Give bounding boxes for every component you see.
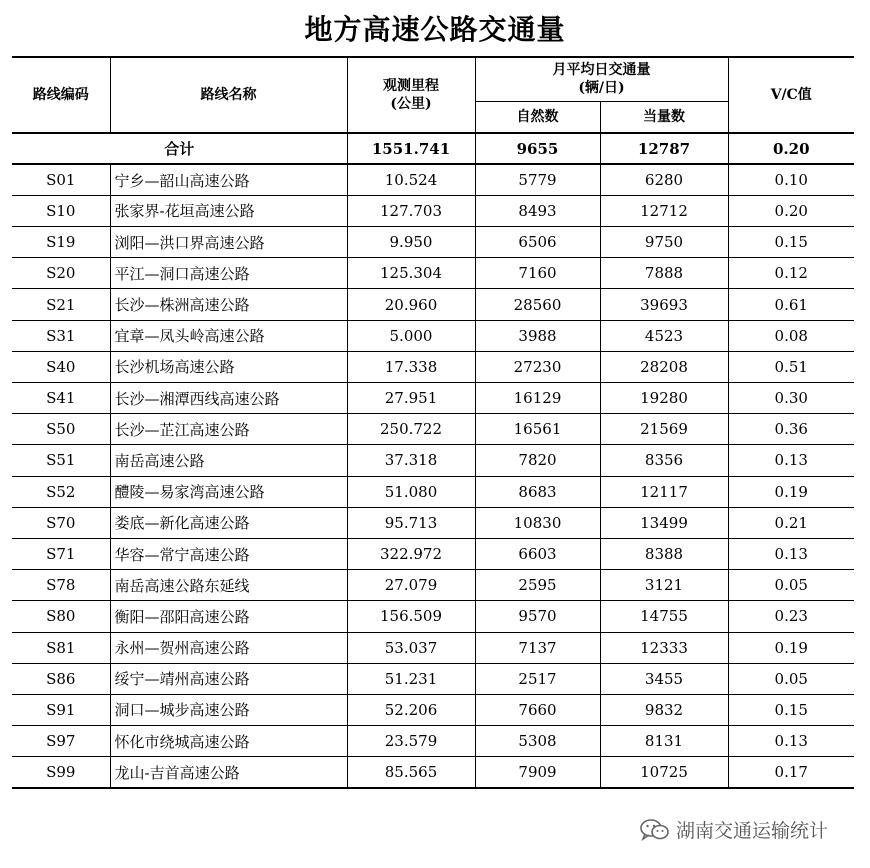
natural-cell: 6603 bbox=[475, 538, 600, 569]
route-code: S80 bbox=[12, 601, 110, 632]
natural-cell: 2517 bbox=[475, 663, 600, 694]
table-row bbox=[12, 694, 854, 725]
mileage-cell: 27.951 bbox=[347, 383, 475, 414]
natural-cell: 8683 bbox=[475, 476, 600, 507]
equivalent-cell: 9750 bbox=[600, 227, 728, 258]
mileage-cell: 17.338 bbox=[347, 351, 475, 382]
equivalent-cell: 14755 bbox=[600, 601, 728, 632]
equivalent-cell: 7888 bbox=[600, 258, 728, 289]
wechat-icon bbox=[640, 818, 670, 842]
mileage-cell: 9.950 bbox=[347, 227, 475, 258]
total-label: 合计 bbox=[12, 133, 347, 164]
table-row bbox=[12, 757, 854, 788]
equivalent-cell: 8388 bbox=[600, 538, 728, 569]
equivalent-cell: 10725 bbox=[600, 757, 728, 788]
vc-cell: 0.36 bbox=[728, 414, 854, 445]
route-name: 龙山-吉首高速公路 bbox=[110, 757, 347, 788]
mileage-cell: 156.509 bbox=[347, 601, 475, 632]
equivalent-cell: 12117 bbox=[600, 476, 728, 507]
mileage-cell: 10.524 bbox=[347, 164, 475, 195]
table-row bbox=[12, 289, 854, 320]
natural-cell: 9570 bbox=[475, 601, 600, 632]
natural-cell: 7660 bbox=[475, 694, 600, 725]
mileage-cell: 23.579 bbox=[347, 726, 475, 757]
equivalent-cell: 3121 bbox=[600, 570, 728, 601]
route-name: 娄底—新化高速公路 bbox=[110, 507, 347, 538]
table-row bbox=[12, 351, 854, 382]
mileage-cell: 53.037 bbox=[347, 632, 475, 663]
natural-cell: 2595 bbox=[475, 570, 600, 601]
equivalent-cell: 6280 bbox=[600, 164, 728, 195]
natural-cell: 5308 bbox=[475, 726, 600, 757]
natural-cell: 7820 bbox=[475, 445, 600, 476]
header-natural: 自然数 bbox=[475, 101, 600, 133]
route-code: S10 bbox=[12, 195, 110, 226]
route-name: 衡阳—邵阳高速公路 bbox=[110, 601, 347, 632]
equivalent-cell: 9832 bbox=[600, 694, 728, 725]
table-row bbox=[12, 195, 854, 226]
mileage-cell: 127.703 bbox=[347, 195, 475, 226]
equivalent-cell: 4523 bbox=[600, 320, 728, 351]
route-code: S31 bbox=[12, 320, 110, 351]
mileage-cell: 125.304 bbox=[347, 258, 475, 289]
route-code: S81 bbox=[12, 632, 110, 663]
table-row bbox=[12, 445, 854, 476]
total-equivalent: 12787 bbox=[600, 133, 728, 164]
table-row bbox=[12, 476, 854, 507]
table-row bbox=[12, 663, 854, 694]
equivalent-cell: 8356 bbox=[600, 445, 728, 476]
route-name: 宜章—凤头岭高速公路 bbox=[110, 320, 347, 351]
mileage-cell: 27.079 bbox=[347, 570, 475, 601]
vc-cell: 0.13 bbox=[728, 538, 854, 569]
natural-cell: 7909 bbox=[475, 757, 600, 788]
mileage-cell: 51.080 bbox=[347, 476, 475, 507]
table-row bbox=[12, 632, 854, 663]
table-body bbox=[12, 133, 854, 788]
header-traffic-line1: 月平均日交通量 bbox=[552, 62, 651, 79]
route-name: 南岳高速公路 bbox=[110, 445, 347, 476]
natural-cell: 16129 bbox=[475, 383, 600, 414]
route-code: S70 bbox=[12, 507, 110, 538]
route-code: S19 bbox=[12, 227, 110, 258]
total-row bbox=[12, 133, 854, 164]
mileage-cell: 20.960 bbox=[347, 289, 475, 320]
route-code: S50 bbox=[12, 414, 110, 445]
table-row bbox=[12, 258, 854, 289]
traffic-table bbox=[12, 56, 854, 789]
natural-cell: 10830 bbox=[475, 507, 600, 538]
header-name: 路线名称 bbox=[110, 57, 347, 133]
total-natural: 9655 bbox=[475, 133, 600, 164]
table-header bbox=[12, 57, 854, 133]
vc-cell: 0.13 bbox=[728, 445, 854, 476]
vc-cell: 0.13 bbox=[728, 726, 854, 757]
natural-cell: 16561 bbox=[475, 414, 600, 445]
header-equivalent: 当量数 bbox=[600, 101, 728, 133]
vc-cell: 0.61 bbox=[728, 289, 854, 320]
equivalent-cell: 12333 bbox=[600, 632, 728, 663]
route-code: S01 bbox=[12, 164, 110, 195]
table-row bbox=[12, 570, 854, 601]
vc-cell: 0.15 bbox=[728, 227, 854, 258]
vc-cell: 0.23 bbox=[728, 601, 854, 632]
route-name: 浏阳—洪口界高速公路 bbox=[110, 227, 347, 258]
vc-cell: 0.05 bbox=[728, 570, 854, 601]
natural-cell: 7160 bbox=[475, 258, 600, 289]
route-code: S91 bbox=[12, 694, 110, 725]
mileage-cell: 52.206 bbox=[347, 694, 475, 725]
route-name: 长沙—株洲高速公路 bbox=[110, 289, 347, 320]
vc-cell: 0.12 bbox=[728, 258, 854, 289]
route-code: S97 bbox=[12, 726, 110, 757]
route-name: 长沙—湘潭西线高速公路 bbox=[110, 383, 347, 414]
vc-cell: 0.10 bbox=[728, 164, 854, 195]
route-code: S41 bbox=[12, 383, 110, 414]
route-name: 洞口—城步高速公路 bbox=[110, 694, 347, 725]
table-row bbox=[12, 320, 854, 351]
table-row bbox=[12, 414, 854, 445]
header-traffic bbox=[475, 57, 728, 101]
equivalent-cell: 8131 bbox=[600, 726, 728, 757]
mileage-cell: 85.565 bbox=[347, 757, 475, 788]
header-mileage-line1: 观测里程 bbox=[383, 78, 439, 94]
route-code: S78 bbox=[12, 570, 110, 601]
header-code: 路线编码 bbox=[12, 57, 110, 133]
table-row bbox=[12, 538, 854, 569]
route-name: 长沙机场高速公路 bbox=[110, 351, 347, 382]
vc-cell: 0.20 bbox=[728, 195, 854, 226]
route-code: S71 bbox=[12, 538, 110, 569]
page-title: 地方高速公路交通量 bbox=[304, 13, 566, 46]
route-name: 宁乡—韶山高速公路 bbox=[110, 164, 347, 195]
total-mileage: 1551.741 bbox=[347, 133, 475, 164]
route-code: S40 bbox=[12, 351, 110, 382]
route-name: 平江—洞口高速公路 bbox=[110, 258, 347, 289]
vc-cell: 0.15 bbox=[728, 694, 854, 725]
route-name: 怀化市绕城高速公路 bbox=[110, 726, 347, 757]
natural-cell: 28560 bbox=[475, 289, 600, 320]
route-name: 南岳高速公路东延线 bbox=[110, 570, 347, 601]
equivalent-cell: 12712 bbox=[600, 195, 728, 226]
route-code: S20 bbox=[12, 258, 110, 289]
route-name: 张家界-花垣高速公路 bbox=[110, 195, 347, 226]
vc-cell: 0.19 bbox=[728, 632, 854, 663]
vc-cell: 0.30 bbox=[728, 383, 854, 414]
vc-cell: 0.17 bbox=[728, 757, 854, 788]
vc-cell: 0.08 bbox=[728, 320, 854, 351]
natural-cell: 6506 bbox=[475, 227, 600, 258]
natural-cell: 27230 bbox=[475, 351, 600, 382]
equivalent-cell: 28208 bbox=[600, 351, 728, 382]
header-traffic-line2: (辆/日) bbox=[578, 80, 625, 97]
header-vc: V/C值 bbox=[728, 57, 854, 133]
watermark-text: 湖南交通运输统计 bbox=[676, 820, 829, 842]
mileage-cell: 5.000 bbox=[347, 320, 475, 351]
natural-cell: 7137 bbox=[475, 632, 600, 663]
natural-cell: 5779 bbox=[475, 164, 600, 195]
route-code: S51 bbox=[12, 445, 110, 476]
equivalent-cell: 39693 bbox=[600, 289, 728, 320]
mileage-cell: 37.318 bbox=[347, 445, 475, 476]
equivalent-cell: 13499 bbox=[600, 507, 728, 538]
equivalent-cell: 21569 bbox=[600, 414, 728, 445]
table-row bbox=[12, 601, 854, 632]
natural-cell: 3988 bbox=[475, 320, 600, 351]
mileage-cell: 95.713 bbox=[347, 507, 475, 538]
natural-cell: 8493 bbox=[475, 195, 600, 226]
route-name: 永州—贺州高速公路 bbox=[110, 632, 347, 663]
table-row bbox=[12, 227, 854, 258]
route-name: 绥宁—靖州高速公路 bbox=[110, 663, 347, 694]
mileage-cell: 250.722 bbox=[347, 414, 475, 445]
watermark bbox=[640, 816, 828, 843]
route-name: 长沙—芷江高速公路 bbox=[110, 414, 347, 445]
table-row bbox=[12, 164, 854, 195]
mileage-cell: 51.231 bbox=[347, 663, 475, 694]
total-vc: 0.20 bbox=[728, 133, 854, 164]
vc-cell: 0.05 bbox=[728, 663, 854, 694]
vc-cell: 0.19 bbox=[728, 476, 854, 507]
mileage-cell: 322.972 bbox=[347, 538, 475, 569]
route-name: 醴陵—易家湾高速公路 bbox=[110, 476, 347, 507]
equivalent-cell: 19280 bbox=[600, 383, 728, 414]
header-mileage bbox=[347, 57, 475, 133]
route-code: S52 bbox=[12, 476, 110, 507]
header-mileage-line2: (公里) bbox=[390, 96, 432, 112]
route-code: S86 bbox=[12, 663, 110, 694]
route-code: S99 bbox=[12, 757, 110, 788]
route-code: S21 bbox=[12, 289, 110, 320]
vc-cell: 0.51 bbox=[728, 351, 854, 382]
table-row bbox=[12, 507, 854, 538]
table-row bbox=[12, 726, 854, 757]
vc-cell: 0.21 bbox=[728, 507, 854, 538]
route-name: 华容—常宁高速公路 bbox=[110, 538, 347, 569]
table-row bbox=[12, 383, 854, 414]
equivalent-cell: 3455 bbox=[600, 663, 728, 694]
